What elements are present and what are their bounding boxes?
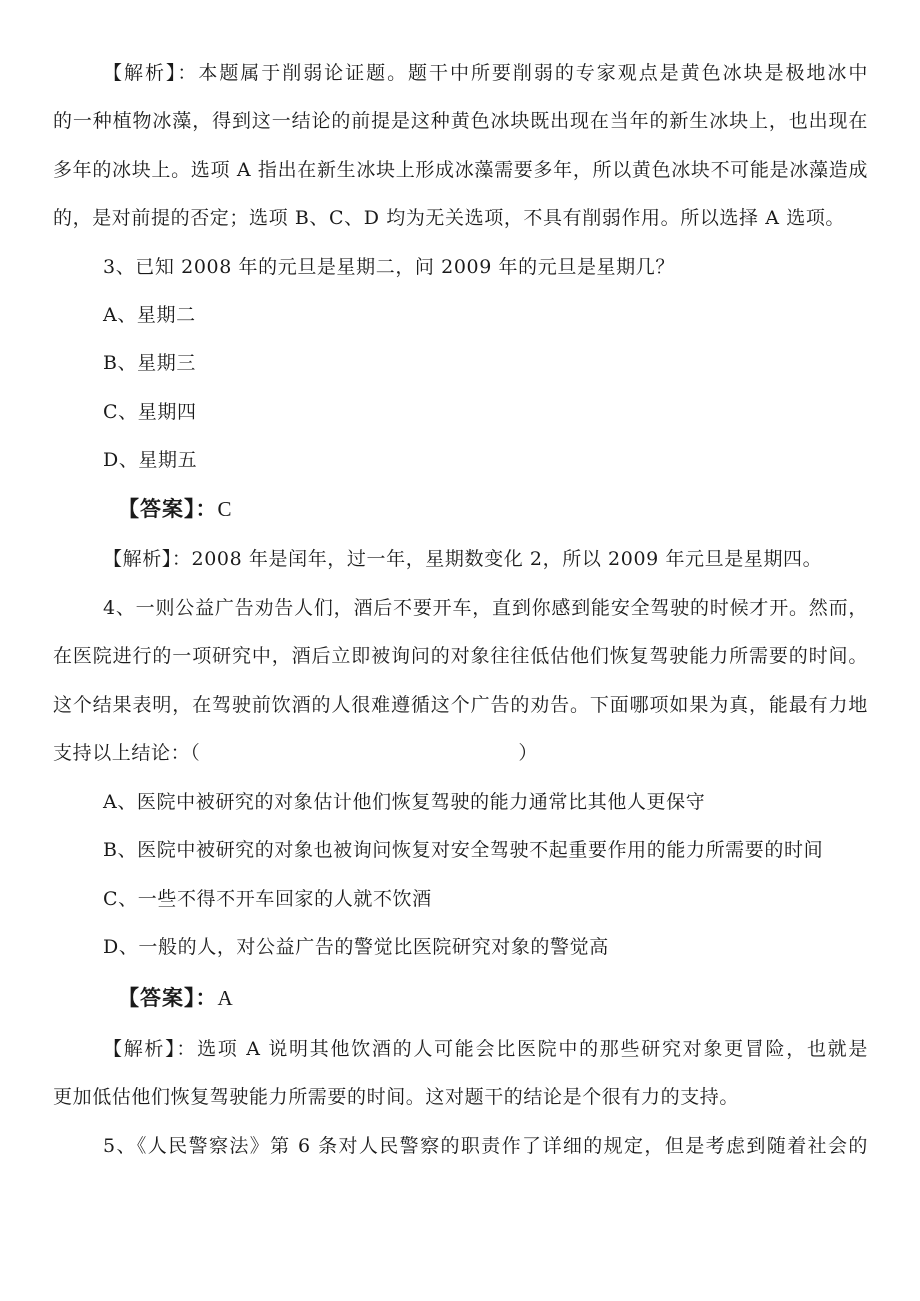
q4-analysis-line-2: 更加低估他们恢复驾驶能力所需要的时间。这对题干的结论是个很有力的支持。 xyxy=(53,1086,740,1108)
q3-option-a: A、星期二 xyxy=(103,304,196,326)
q3-option-c: C、星期四 xyxy=(103,401,197,423)
answer-value: C xyxy=(217,497,233,521)
answer-value: A xyxy=(217,986,234,1010)
q2-analysis-line-1: 【解析】：本题属于削弱论证题。题干中所要削弱的专家观点是黄色冰块是极地冰中 xyxy=(103,62,868,84)
q4-option-b: B、医院中被研究的对象也被询问恢复对安全驾驶不起重要作用的能力所需要的时间 xyxy=(103,839,824,861)
q4-question-line-3: 这个结果表明，在驾驶前饮酒的人很难遵循这个广告的劝告。下面哪项如果为真，能最有力地 xyxy=(53,694,868,716)
q4-option-d: D、一般的人，对公益广告的警觉比医院研究对象的警觉高 xyxy=(103,936,609,958)
q4-answer xyxy=(0,986,920,1010)
q3-answer xyxy=(0,497,920,521)
q4-option-a: A、医院中被研究的对象估计他们恢复驾驶的能力通常比其他人更保守 xyxy=(103,791,706,813)
q4-analysis-line-1: 【解析】：选项 A 说明其他饮酒的人可能会比医院中的那些研究对象更冒险，也就是 xyxy=(103,1038,868,1060)
q3-option-d: D、星期五 xyxy=(103,449,198,471)
q4-option-c: C、一些不得不开车回家的人就不饮酒 xyxy=(103,888,432,910)
q3-question: 3、已知 2008 年的元旦是星期二，问 2009 年的元旦是星期几？ xyxy=(103,256,675,278)
q2-analysis-line-3: 多年的冰块上。选项 A 指出在新生冰块上形成冰藻需要多年，所以黄色冰块不可能是冰藻造成 xyxy=(53,159,868,181)
q2-analysis-line-2: 的一种植物冰藻，得到这一结论的前提是这种黄色冰块既出现在当年的新生冰块上，也出现在 xyxy=(53,110,868,132)
answer-label: 【答案】： xyxy=(118,985,218,1010)
q3-option-b: B、星期三 xyxy=(103,352,196,374)
answer-label: 【答案】： xyxy=(118,496,218,521)
q3-analysis: 【解析】：2008 年是闰年，过一年，星期数变化 2，所以 2009 年元旦是星期四。 xyxy=(103,548,823,570)
q5-question-line-1: 5、《人民警察法》第 6 条对人民警察的职责作了详细的规定，但是考虑到随着社会的 xyxy=(103,1135,868,1157)
q2-analysis-line-4: 的，是对前提的否定；选项 B、C、D 均为无关选项，不具有削弱作用。所以选择 A 选项。 xyxy=(53,207,846,229)
q4-question-line-4: 支持以上结论：（ ） xyxy=(53,742,538,764)
q4-question-line-2: 在医院进行的一项研究中，酒后立即被询问的对象往往低估他们恢复驾驶能力所需要的时间。 xyxy=(53,645,868,667)
q4-question-line-1: 4、一则公益广告劝告人们，酒后不要开车，直到你感到能安全驾驶的时候才开。然而， xyxy=(103,597,868,619)
